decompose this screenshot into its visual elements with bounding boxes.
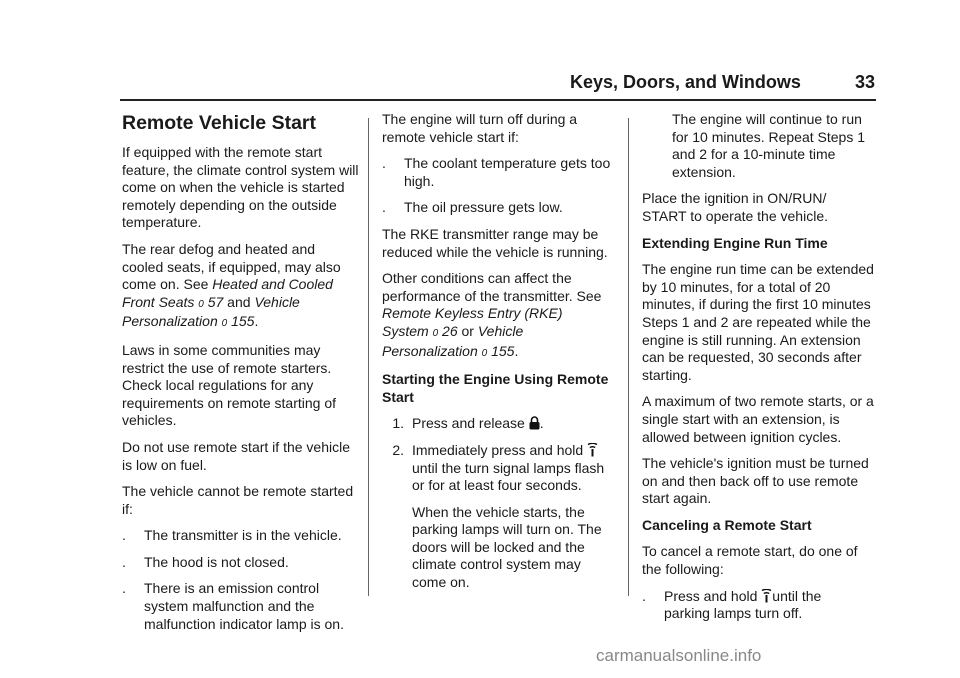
paragraph: When the vehicle starts, the parking lamps will turn on. The doors will be locked and the climate control system may come on.	[412, 503, 602, 591]
column-1	[122, 111, 360, 642]
paragraph: The RKE transmitter range may be reduced while the vehicle is running.	[382, 225, 608, 260]
step-2: 2. Immediately press and hold until the turn signal lamps flash or for at least four seconds.	[392, 441, 605, 494]
cross-reference-link[interactable]: Heated and Cooled Front Seats 0 57	[122, 276, 333, 310]
header-rule	[120, 99, 876, 101]
paragraph: Other conditions can affect the performance of the transmitter. See Remote Keyless Entry (RKE) System 0 26 or Vehicle Personalization 0 155.	[382, 270, 602, 359]
column-divider-1	[368, 118, 369, 596]
subheading: Canceling a Remote Start	[642, 516, 812, 533]
paragraph: Laws in some communities may restrict the use of remote starters. Check local regulations for any requirements on remote starting of vehicles.	[122, 341, 336, 429]
cross-reference-link[interactable]: Vehicle Personalization 0 155	[122, 293, 300, 330]
remote-start-icon	[587, 443, 598, 457]
list-item: . There is an emission control system malfunction and the malfunction indicator lamp is on.	[122, 580, 344, 632]
column-2	[382, 111, 618, 601]
remote-start-icon	[761, 589, 772, 603]
column-divider-2	[628, 118, 629, 596]
paragraph: The engine run time can be extended by 10 minutes, for a total of 20 minutes, if during the first 10 minutes Steps 1 and 2 are repeated while the engine is still running. An extension can be requested, 30 seconds after starting.	[642, 261, 874, 383]
list-item: . The hood is not closed.	[122, 553, 289, 570]
lock-icon	[529, 416, 540, 430]
page-ref-arrow-icon: 0	[198, 298, 204, 310]
watermark-text: carmanualsonline.info	[596, 646, 762, 665]
paragraph: The vehicle's ignition must be turned on and then back off to use remote start again.	[642, 455, 869, 507]
list-item: . The transmitter is in the vehicle.	[122, 527, 342, 544]
section-title: Keys, Doors, and Windows	[570, 72, 801, 92]
paragraph: Place the ignition in ON/RUN/ START to operate the vehicle.	[642, 190, 828, 224]
paragraph: Do not use remote start if the vehicle is low on fuel.	[122, 438, 350, 473]
subheading: Starting the Engine Using Remote Start	[382, 371, 609, 405]
paragraph: The engine will continue to run for 10 minutes. Repeat Steps 1 and 2 for a 10-minute time extension.	[672, 111, 865, 180]
page-ref-arrow-icon: 0	[481, 347, 488, 359]
cross-reference-link[interactable]: Remote Keyless Entry (RKE) System 0 26	[382, 305, 563, 339]
page-ref-arrow-icon: 0	[432, 327, 439, 339]
list-item: . Press and hold until the parking lamps turn off.	[642, 587, 822, 622]
paragraph: The engine will turn off during a remote vehicle start if:	[382, 111, 578, 145]
cross-reference-link[interactable]: Vehicle Personalization 0 155	[382, 322, 524, 359]
page-ref-arrow-icon: 0	[221, 318, 228, 330]
list-item: . The oil pressure gets low.	[382, 199, 563, 216]
subheading: Extending Engine Run Time	[642, 234, 828, 251]
paragraph: The rear defog and heated and cooled seats, if equipped, may also come on. See Heated and Cooled Front Seats 0 57 and Vehicle Personalization 0 155.	[122, 240, 341, 330]
paragraph: A maximum of two remote starts, or a single start with an extension, is allowed between ignition cycles.	[642, 393, 874, 445]
list-item: . The coolant temperature gets too high.	[382, 155, 611, 189]
section-heading: Remote Vehicle Start	[122, 112, 316, 134]
paragraph: To cancel a remote start, do one of the following:	[642, 543, 858, 578]
page-number: 33	[855, 72, 876, 92]
step-1: 1. Press and release .	[392, 415, 544, 432]
column-3	[642, 111, 874, 632]
paragraph: The vehicle cannot be remote started if:	[122, 483, 354, 517]
paragraph: If equipped with the remote start feature, the climate control system will come on when the vehicle is started remotely depending on the outside temperature.	[122, 144, 359, 231]
